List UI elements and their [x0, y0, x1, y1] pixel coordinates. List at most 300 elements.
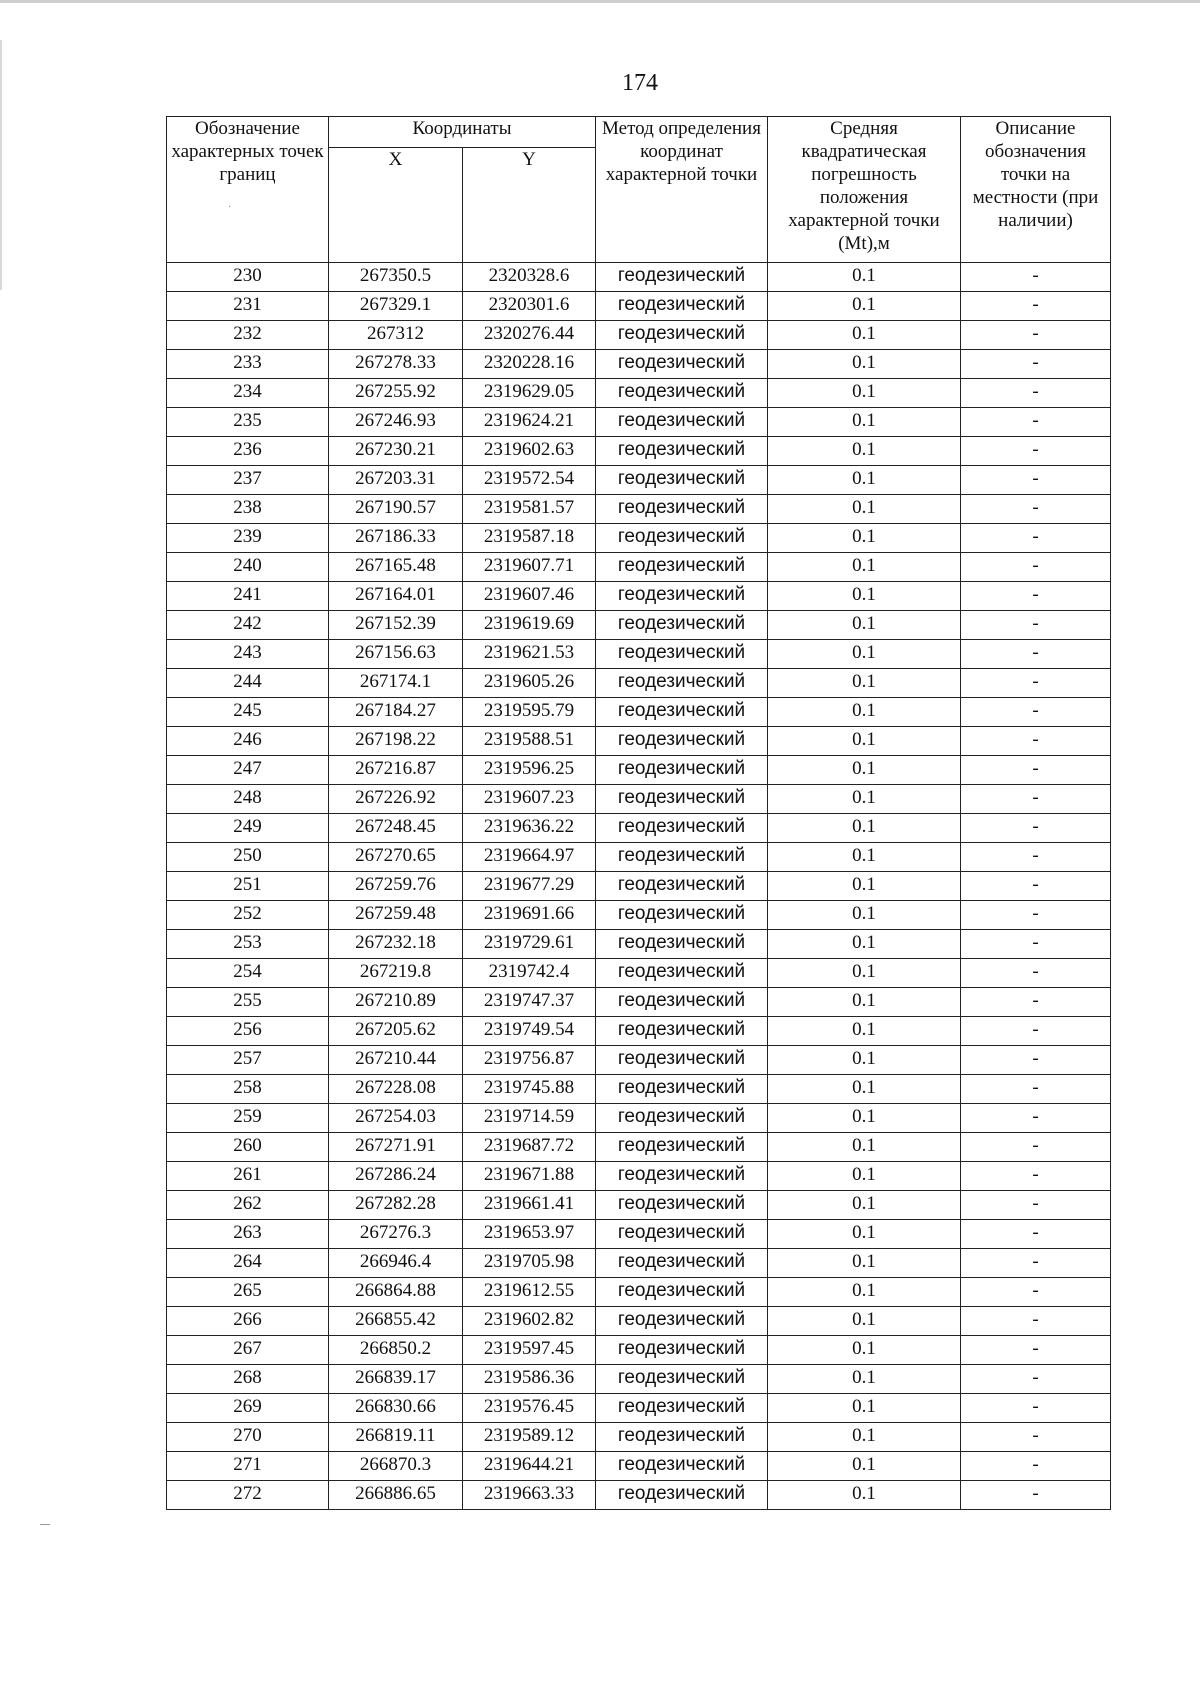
cell-method: геодезический: [596, 524, 768, 553]
header-point: Обозначение характерных точек границ: [167, 117, 329, 263]
table-row: [167, 901, 1111, 930]
cell-point: 238: [167, 495, 329, 524]
cell-point: 242: [167, 611, 329, 640]
cell-x: 267152.39: [329, 611, 463, 640]
cell-x: 267312: [329, 321, 463, 350]
cell-error: 0.1: [768, 437, 961, 466]
cell-x: 267164.01: [329, 582, 463, 611]
table-body: [167, 263, 1111, 1510]
cell-point: 253: [167, 930, 329, 959]
table-row: [167, 524, 1111, 553]
cell-error: 0.1: [768, 1249, 961, 1278]
cell-description: -: [961, 756, 1111, 785]
cell-description: -: [961, 1249, 1111, 1278]
cell-method: геодезический: [596, 872, 768, 901]
cell-point: 234: [167, 379, 329, 408]
cell-point: 264: [167, 1249, 329, 1278]
cell-description: -: [961, 1307, 1111, 1336]
cell-point: 251: [167, 872, 329, 901]
cell-point: 231: [167, 292, 329, 321]
cell-point: 233: [167, 350, 329, 379]
cell-point: 243: [167, 640, 329, 669]
table-row: [167, 379, 1111, 408]
cell-error: 0.1: [768, 1278, 961, 1307]
cell-x: 266850.2: [329, 1336, 463, 1365]
cell-error: 0.1: [768, 379, 961, 408]
cell-error: 0.1: [768, 1046, 961, 1075]
cell-x: 266830.66: [329, 1394, 463, 1423]
cell-y: 2319661.41: [463, 1191, 596, 1220]
cell-error: 0.1: [768, 727, 961, 756]
coordinates-table: [166, 116, 1111, 1510]
table-row: [167, 1104, 1111, 1133]
cell-description: -: [961, 379, 1111, 408]
cell-x: 266839.17: [329, 1365, 463, 1394]
cell-method: геодезический: [596, 1220, 768, 1249]
cell-description: -: [961, 1452, 1111, 1481]
cell-y: 2319588.51: [463, 727, 596, 756]
cell-x: 267165.48: [329, 553, 463, 582]
cell-x: 267198.22: [329, 727, 463, 756]
cell-x: 267205.62: [329, 1017, 463, 1046]
cell-point: 250: [167, 843, 329, 872]
cell-description: -: [961, 959, 1111, 988]
cell-point: 269: [167, 1394, 329, 1423]
cell-method: геодезический: [596, 466, 768, 495]
cell-x: 267259.48: [329, 901, 463, 930]
table-row: [167, 1278, 1111, 1307]
cell-description: -: [961, 1365, 1111, 1394]
table-row: [167, 495, 1111, 524]
table-row: [167, 814, 1111, 843]
cell-method: геодезический: [596, 1104, 768, 1133]
cell-method: геодезический: [596, 959, 768, 988]
cell-x: 266855.42: [329, 1307, 463, 1336]
cell-method: геодезический: [596, 1336, 768, 1365]
table-row: [167, 1017, 1111, 1046]
table-row: [167, 553, 1111, 582]
table-row: [167, 843, 1111, 872]
cell-error: 0.1: [768, 611, 961, 640]
cell-description: -: [961, 350, 1111, 379]
cell-method: геодезический: [596, 1162, 768, 1191]
cell-point: 259: [167, 1104, 329, 1133]
cell-x: 267219.8: [329, 959, 463, 988]
cell-x: 267329.1: [329, 292, 463, 321]
cell-error: 0.1: [768, 524, 961, 553]
cell-y: 2319644.21: [463, 1452, 596, 1481]
cell-x: 267216.87: [329, 756, 463, 785]
cell-point: 270: [167, 1423, 329, 1452]
cell-description: -: [961, 553, 1111, 582]
cell-x: 267254.03: [329, 1104, 463, 1133]
table-row: [167, 1133, 1111, 1162]
cell-description: -: [961, 1075, 1111, 1104]
cell-y: 2319589.12: [463, 1423, 596, 1452]
cell-error: 0.1: [768, 756, 961, 785]
table-row: [167, 408, 1111, 437]
cell-method: геодезический: [596, 1423, 768, 1452]
cell-error: 0.1: [768, 930, 961, 959]
table-row: [167, 350, 1111, 379]
table-row: [167, 1075, 1111, 1104]
table-row: [167, 1365, 1111, 1394]
cell-method: геодезический: [596, 263, 768, 292]
cell-y: 2319595.79: [463, 698, 596, 727]
cell-error: 0.1: [768, 1133, 961, 1162]
cell-error: 0.1: [768, 292, 961, 321]
cell-y: 2319607.46: [463, 582, 596, 611]
cell-point: 247: [167, 756, 329, 785]
cell-point: 241: [167, 582, 329, 611]
cell-method: геодезический: [596, 727, 768, 756]
cell-point: 257: [167, 1046, 329, 1075]
cell-error: 0.1: [768, 872, 961, 901]
cell-x: 267184.27: [329, 698, 463, 727]
cell-error: 0.1: [768, 1104, 961, 1133]
cell-method: геодезический: [596, 756, 768, 785]
cell-method: геодезический: [596, 1046, 768, 1075]
cell-method: геодезический: [596, 930, 768, 959]
cell-error: 0.1: [768, 843, 961, 872]
cell-method: геодезический: [596, 1481, 768, 1510]
cell-point: 240: [167, 553, 329, 582]
table-row: [167, 1481, 1111, 1510]
cell-y: 2319747.37: [463, 988, 596, 1017]
cell-y: 2319572.54: [463, 466, 596, 495]
table-row: [167, 263, 1111, 292]
cell-y: 2319619.69: [463, 611, 596, 640]
cell-point: 252: [167, 901, 329, 930]
table-row: [167, 1046, 1111, 1075]
cell-point: 232: [167, 321, 329, 350]
cell-point: 266: [167, 1307, 329, 1336]
table-row: [167, 959, 1111, 988]
cell-method: геодезический: [596, 1017, 768, 1046]
cell-description: -: [961, 843, 1111, 872]
page-number: 174: [622, 70, 658, 96]
cell-method: геодезический: [596, 1278, 768, 1307]
cell-point: 260: [167, 1133, 329, 1162]
cell-method: геодезический: [596, 495, 768, 524]
cell-point: 267: [167, 1336, 329, 1365]
cell-error: 0.1: [768, 321, 961, 350]
cell-error: 0.1: [768, 1075, 961, 1104]
table-row: [167, 466, 1111, 495]
cell-error: 0.1: [768, 1336, 961, 1365]
cell-description: -: [961, 1017, 1111, 1046]
table-row: [167, 698, 1111, 727]
cell-error: 0.1: [768, 1452, 961, 1481]
cell-y: 2319714.59: [463, 1104, 596, 1133]
cell-error: 0.1: [768, 959, 961, 988]
cell-method: геодезический: [596, 843, 768, 872]
cell-description: -: [961, 727, 1111, 756]
cell-point: 249: [167, 814, 329, 843]
cell-method: геодезический: [596, 640, 768, 669]
cell-description: -: [961, 524, 1111, 553]
cell-y: 2320276.44: [463, 321, 596, 350]
cell-method: геодезический: [596, 1365, 768, 1394]
cell-point: 256: [167, 1017, 329, 1046]
cell-x: 267186.33: [329, 524, 463, 553]
cell-point: 262: [167, 1191, 329, 1220]
cell-description: -: [961, 930, 1111, 959]
cell-point: 236: [167, 437, 329, 466]
cell-x: 267350.5: [329, 263, 463, 292]
cell-x: 267282.28: [329, 1191, 463, 1220]
cell-x: 266864.88: [329, 1278, 463, 1307]
cell-method: геодезический: [596, 379, 768, 408]
cell-x: 267278.33: [329, 350, 463, 379]
cell-method: геодезический: [596, 901, 768, 930]
cell-error: 0.1: [768, 553, 961, 582]
table-row: [167, 640, 1111, 669]
cell-error: 0.1: [768, 1423, 961, 1452]
table-row: [167, 582, 1111, 611]
table-row: [167, 669, 1111, 698]
cell-description: -: [961, 1104, 1111, 1133]
cell-y: 2320228.16: [463, 350, 596, 379]
cell-method: геодезический: [596, 553, 768, 582]
cell-y: 2319653.97: [463, 1220, 596, 1249]
cell-y: 2319597.45: [463, 1336, 596, 1365]
cell-description: -: [961, 292, 1111, 321]
header-y: Y: [463, 148, 596, 263]
cell-description: -: [961, 640, 1111, 669]
cell-point: 248: [167, 785, 329, 814]
cell-y: 2319629.05: [463, 379, 596, 408]
scan-mark: [40, 1524, 50, 1525]
cell-y: 2319602.63: [463, 437, 596, 466]
cell-error: 0.1: [768, 698, 961, 727]
cell-error: 0.1: [768, 495, 961, 524]
cell-method: геодезический: [596, 988, 768, 1017]
cell-description: -: [961, 1162, 1111, 1191]
cell-method: геодезический: [596, 408, 768, 437]
cell-description: -: [961, 495, 1111, 524]
cell-y: 2319677.29: [463, 872, 596, 901]
cell-error: 0.1: [768, 814, 961, 843]
cell-method: геодезический: [596, 1191, 768, 1220]
cell-method: геодезический: [596, 321, 768, 350]
cell-description: -: [961, 437, 1111, 466]
cell-description: -: [961, 1191, 1111, 1220]
cell-y: 2319687.72: [463, 1133, 596, 1162]
table-row: [167, 1394, 1111, 1423]
header-error: Средняя квадратическая погрешность положения характерной точки (Mt),м: [768, 117, 961, 263]
table-row: [167, 437, 1111, 466]
cell-description: -: [961, 698, 1111, 727]
table-row: [167, 930, 1111, 959]
cell-method: геодезический: [596, 1133, 768, 1162]
cell-x: 267210.89: [329, 988, 463, 1017]
cell-y: 2320301.6: [463, 292, 596, 321]
table-row: [167, 1423, 1111, 1452]
cell-x: 267174.1: [329, 669, 463, 698]
cell-description: -: [961, 1394, 1111, 1423]
cell-y: 2319602.82: [463, 1307, 596, 1336]
cell-point: 239: [167, 524, 329, 553]
table-row: [167, 1307, 1111, 1336]
cell-description: -: [961, 582, 1111, 611]
cell-y: 2319586.36: [463, 1365, 596, 1394]
cell-y: 2319756.87: [463, 1046, 596, 1075]
table-row: [167, 872, 1111, 901]
cell-description: -: [961, 669, 1111, 698]
table-row: [167, 611, 1111, 640]
cell-error: 0.1: [768, 582, 961, 611]
cell-y: 2319576.45: [463, 1394, 596, 1423]
cell-x: 267232.18: [329, 930, 463, 959]
cell-error: 0.1: [768, 1365, 961, 1394]
table-row: [167, 1220, 1111, 1249]
cell-y: 2319636.22: [463, 814, 596, 843]
cell-description: -: [961, 814, 1111, 843]
cell-x: 267248.45: [329, 814, 463, 843]
cell-point: 230: [167, 263, 329, 292]
cell-y: 2320328.6: [463, 263, 596, 292]
table-row: [167, 292, 1111, 321]
cell-method: геодезический: [596, 698, 768, 727]
cell-error: 0.1: [768, 1481, 961, 1510]
cell-method: геодезический: [596, 350, 768, 379]
cell-error: 0.1: [768, 669, 961, 698]
cell-error: 0.1: [768, 263, 961, 292]
cell-x: 267210.44: [329, 1046, 463, 1075]
cell-method: геодезический: [596, 1394, 768, 1423]
cell-method: геодезический: [596, 292, 768, 321]
cell-error: 0.1: [768, 466, 961, 495]
cell-error: 0.1: [768, 1017, 961, 1046]
cell-y: 2319745.88: [463, 1075, 596, 1104]
cell-error: 0.1: [768, 988, 961, 1017]
cell-description: -: [961, 901, 1111, 930]
cell-y: 2319621.53: [463, 640, 596, 669]
cell-point: 244: [167, 669, 329, 698]
cell-description: -: [961, 408, 1111, 437]
cell-y: 2319605.26: [463, 669, 596, 698]
cell-point: 235: [167, 408, 329, 437]
cell-description: -: [961, 1046, 1111, 1075]
cell-x: 267246.93: [329, 408, 463, 437]
table-row: [167, 1452, 1111, 1481]
cell-y: 2319664.97: [463, 843, 596, 872]
cell-y: 2319671.88: [463, 1162, 596, 1191]
table-row: [167, 1249, 1111, 1278]
cell-method: геодезический: [596, 1452, 768, 1481]
cell-point: 254: [167, 959, 329, 988]
cell-point: 263: [167, 1220, 329, 1249]
cell-y: 2319691.66: [463, 901, 596, 930]
cell-point: 245: [167, 698, 329, 727]
cell-method: геодезический: [596, 611, 768, 640]
cell-x: 267226.92: [329, 785, 463, 814]
cell-x: 267190.57: [329, 495, 463, 524]
header-description: Описание обозначения точки на местности (при наличии): [961, 117, 1111, 263]
cell-description: -: [961, 1336, 1111, 1365]
scan-speck: ·: [228, 202, 232, 213]
cell-point: 237: [167, 466, 329, 495]
scan-edge-top: [0, 0, 1200, 3]
table-header: [167, 117, 1111, 263]
cell-x: 266886.65: [329, 1481, 463, 1510]
cell-x: 266946.4: [329, 1249, 463, 1278]
table-row: [167, 1191, 1111, 1220]
cell-method: геодезический: [596, 1075, 768, 1104]
cell-x: 267270.65: [329, 843, 463, 872]
cell-description: -: [961, 1278, 1111, 1307]
table-row: [167, 1336, 1111, 1365]
cell-x: 266870.3: [329, 1452, 463, 1481]
cell-y: 2319607.23: [463, 785, 596, 814]
cell-error: 0.1: [768, 901, 961, 930]
cell-method: геодезический: [596, 1249, 768, 1278]
cell-error: 0.1: [768, 408, 961, 437]
cell-x: 267259.76: [329, 872, 463, 901]
cell-x: 267255.92: [329, 379, 463, 408]
cell-x: 267276.3: [329, 1220, 463, 1249]
cell-error: 0.1: [768, 1162, 961, 1191]
cell-error: 0.1: [768, 1220, 961, 1249]
cell-x: 267228.08: [329, 1075, 463, 1104]
cell-description: -: [961, 1481, 1111, 1510]
cell-point: 265: [167, 1278, 329, 1307]
cell-y: 2319607.71: [463, 553, 596, 582]
cell-method: геодезический: [596, 785, 768, 814]
cell-description: -: [961, 466, 1111, 495]
cell-y: 2319663.33: [463, 1481, 596, 1510]
cell-description: -: [961, 263, 1111, 292]
cell-y: 2319749.54: [463, 1017, 596, 1046]
cell-description: -: [961, 1220, 1111, 1249]
header-method: Метод определения координат характерной точки: [596, 117, 768, 263]
cell-x: 267271.91: [329, 1133, 463, 1162]
cell-y: 2319729.61: [463, 930, 596, 959]
cell-method: геодезический: [596, 1307, 768, 1336]
cell-y: 2319705.98: [463, 1249, 596, 1278]
cell-method: геодезический: [596, 582, 768, 611]
cell-method: геодезический: [596, 669, 768, 698]
cell-error: 0.1: [768, 1307, 961, 1336]
cell-method: геодезический: [596, 814, 768, 843]
cell-method: геодезический: [596, 437, 768, 466]
cell-y: 2319596.25: [463, 756, 596, 785]
cell-point: 246: [167, 727, 329, 756]
cell-y: 2319581.57: [463, 495, 596, 524]
cell-y: 2319742.4: [463, 959, 596, 988]
cell-error: 0.1: [768, 785, 961, 814]
table-row: [167, 988, 1111, 1017]
cell-x: 266819.11: [329, 1423, 463, 1452]
cell-description: -: [961, 872, 1111, 901]
cell-description: -: [961, 785, 1111, 814]
cell-error: 0.1: [768, 350, 961, 379]
cell-description: -: [961, 321, 1111, 350]
cell-error: 0.1: [768, 1394, 961, 1423]
cell-y: 2319612.55: [463, 1278, 596, 1307]
cell-x: 267286.24: [329, 1162, 463, 1191]
cell-point: 268: [167, 1365, 329, 1394]
cell-error: 0.1: [768, 640, 961, 669]
table-row: [167, 727, 1111, 756]
cell-y: 2319624.21: [463, 408, 596, 437]
cell-x: 267156.63: [329, 640, 463, 669]
cell-x: 267203.31: [329, 466, 463, 495]
cell-point: 255: [167, 988, 329, 1017]
cell-point: 272: [167, 1481, 329, 1510]
cell-error: 0.1: [768, 1191, 961, 1220]
